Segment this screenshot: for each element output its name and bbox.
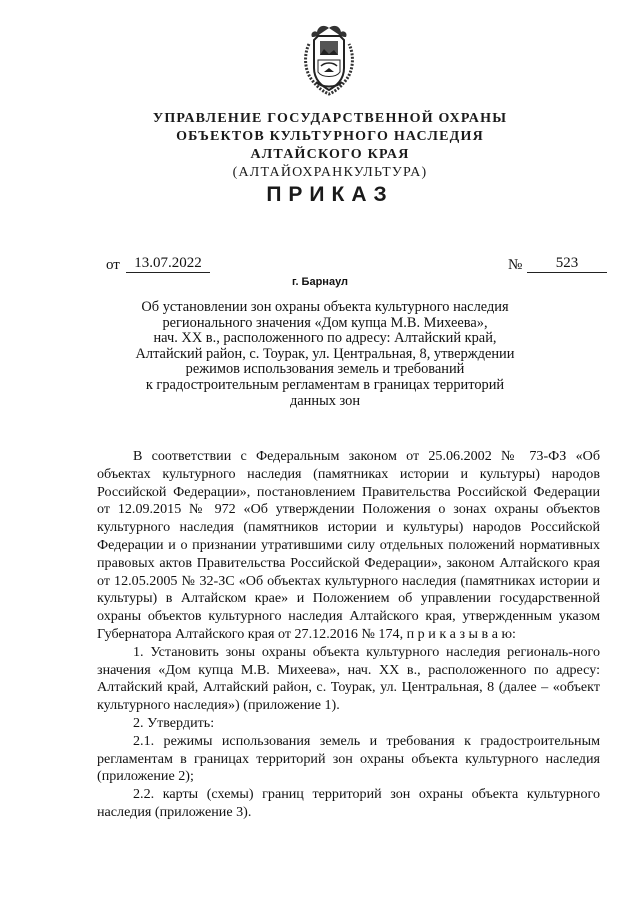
subject-line: Об установлении зон охраны объекта культурного наследия [141, 299, 509, 315]
body-paragraph-preamble: В соответствии с Федеральным законом от 25.06.2002 № 73-ФЗ «Об объектах культурного наследия (памятниках истории и культуры) народов Российской Федерации», постановлением Правительства Российской Федерации от 12.09.2015 № 972 «Об утверждении Положения о зонах охраны объектов культурного наследия (памятников истории и культуры) народов Российской Федерации и о признании утратившими силу отдельных положений нормативных правовых актов Правительства Российской Федерации», законом Алтайского края от 12.05.2005 № 32-ЗС «Об объектах культурного наследия (памятниках истории и культуры) в Алтайском крае» и Положением об управлении государственной охраны объектов культурного наследия Алтайского края, утвержденным указом Губернатора Алтайского края от 27.12.2016 № 174, п р и к а з ы в а ю: [97, 448, 600, 642]
document-type-title: ПРИКАЗ [266, 183, 394, 206]
subject-line: режимов использования земель и требований [185, 361, 465, 378]
body-paragraph-item-2-2: 2.2. карты (схемы) границ территорий зон охраны объекта культурного наследия (приложение 3). [97, 786, 600, 820]
document-date: 13.07.2022 [126, 255, 210, 273]
document-body [97, 448, 600, 822]
body-paragraph-item-2: 2. Утвердить: [133, 714, 215, 731]
document-subject [130, 300, 520, 409]
subject-line: данных зон [289, 392, 361, 409]
subject-line: к градостроительным регламентам в границах территорий [145, 376, 505, 393]
body-paragraph-item-2-1: 2.1. режимы использования земель и требования к градостроительным регламентам в границах территорий зон охраны объекта культурного наследия (приложение 2); [97, 732, 600, 785]
body-paragraph-item-1: 1. Установить зоны охраны объекта культурного наследия региональ-ного значения «Дом купца М.В. Михеева», нач. XX в., расположенного по адресу: Алтайский край, Алтайский район, с. Тоурак, ул. Центральная, 8 (далее – «объект культурного наследия») (приложение 1). [97, 643, 600, 714]
city-name: г. Барнаул [291, 276, 349, 288]
document-number: 523 [527, 255, 607, 273]
number-label: № [508, 257, 523, 273]
org-name-line2: ОБЪЕКТОВ КУЛЬТУРНОГО НАСЛЕДИЯ [176, 129, 484, 144]
subject-line: нач. XX в., расположенного по адресу: Алтайский край, [153, 330, 497, 347]
org-name-line1: УПРАВЛЕНИЕ ГОСУДАРСТВЕННОЙ ОХРАНЫ [152, 111, 508, 126]
org-short-name: (АЛТАЙОХРАНКУЛЬТУРА) [232, 165, 428, 180]
subject-line: регионального значения «Дом купца М.В. Михеева», [162, 314, 488, 331]
coat-of-arms-emblem [300, 24, 358, 96]
org-name-line3: АЛТАЙСКОГО КРАЯ [250, 147, 410, 162]
subject-line: Алтайский район, с. Тоурак, ул. Центральная, 8, утверждении [135, 345, 515, 362]
date-label: от [106, 257, 120, 273]
